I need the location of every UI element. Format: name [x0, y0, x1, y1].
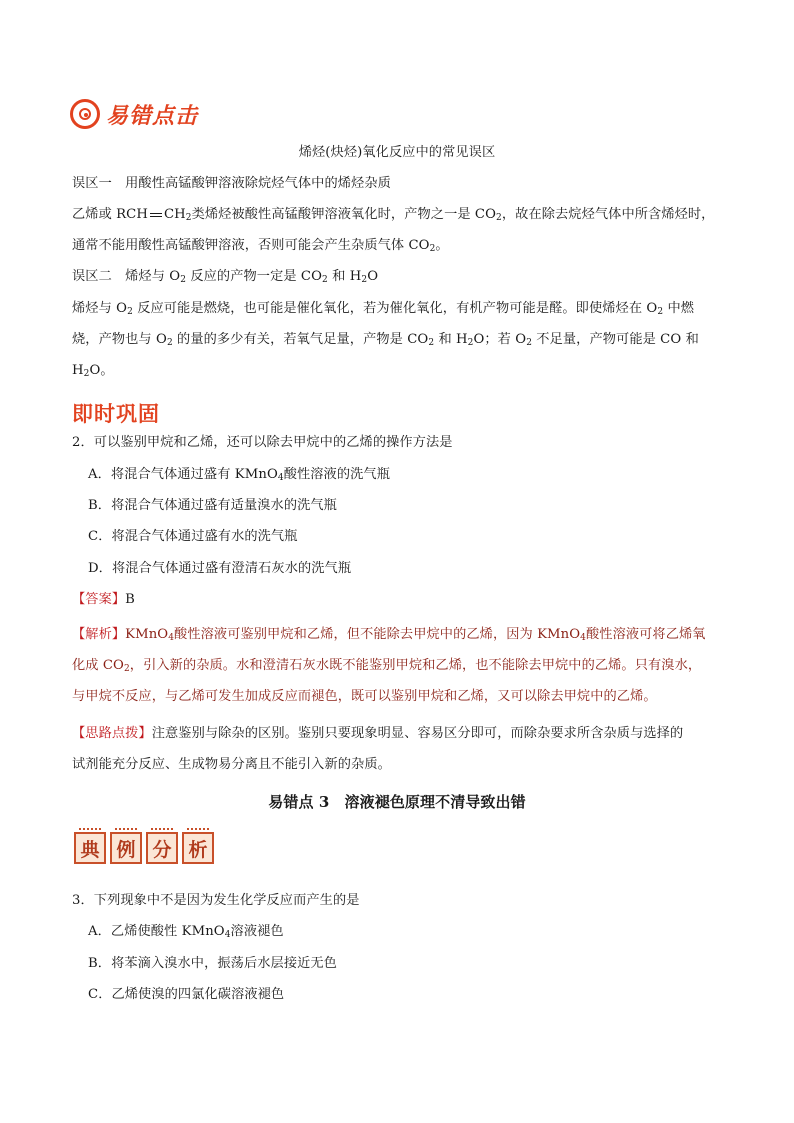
yicuo-badge-text: 易错点击: [106, 103, 199, 129]
q3-option-c: C．乙烯使溴的四氯化碳溶液褪色: [88, 987, 285, 1002]
q2-option-d: D．将混合气体通过盛有澄清石灰水的洗气瓶: [88, 561, 352, 576]
mistake1-line1: 乙烯或 RCH $CH_2$类烯烃被酸性高锰酸钾溶液氧化时，产物之一是 $CO_2$，故在除去烷烃气体中所含烯烃时，: [72, 207, 715, 223]
page-title: 烯烃(炔烃)氧化反应中的常见误区: [298, 145, 496, 160]
mistake2-heading: 误区二 烯烃与 $O_2$ 反应的产物一定是 $CO_2$ 和 $H_2O$: [72, 269, 379, 285]
jishi-badge: 即时巩固: [72, 402, 160, 426]
target-icon: [70, 99, 100, 129]
dianli-char-3: 分: [146, 832, 178, 864]
tip-line2: 试剂能充分反应、生成物易分离且不能引入新的杂质。: [72, 757, 391, 772]
tip-line1: 【思路点拨】注意鉴别与除杂的区别。鉴别只要现象明显、容易区分即可，而除杂要求所含杂质与选择的: [72, 726, 684, 741]
analysis-line2: 化成 $CO_2$，引入新的杂质。水和澄清石灰水既不能鉴别甲烷和乙烯，也不能除去甲烷中的乙烯。只有溴水，: [72, 658, 702, 674]
mistake1-heading: 误区一 用酸性高锰酸钾溶液除烷烃气体中的烯烃杂质: [72, 176, 391, 191]
q3-option-b: B．将苯滴入溴水中，振荡后水层接近无色: [88, 956, 337, 971]
mistake2-line1: 烯烃与 $O_2$ 反应可能是燃烧，也可能是催化氧化，若为催化氧化，有机产物可能是醛。即使烯烃在 $O_2$ 中燃: [72, 301, 695, 317]
dianli-badge: [74, 832, 214, 864]
q2-answer: 【答案】B: [72, 592, 135, 607]
q2-option-c: C．将混合气体通过盛有水的洗气瓶: [88, 529, 298, 544]
q3-option-a: A．乙烯使酸性 KMnO$_4$溶液褪色: [88, 924, 284, 940]
section3-heading: 易错点 3 溶液褪色原理不清导致出错: [268, 793, 526, 811]
analysis-line1: 【解析】KMnO$_4$酸性溶液可鉴别甲烷和乙烯，但不能除去甲烷中的乙烯，因为 KMnO$_4$酸性溶液可将乙烯氧: [72, 627, 706, 643]
dianli-char-4: 析: [182, 832, 214, 864]
yicuo-badge: [70, 98, 198, 130]
q3-stem: 3．下列现象中不是因为发生化学反应而产生的是: [72, 893, 360, 908]
dianli-char-1: 典: [74, 832, 106, 864]
mistake2-line2: 烧，产物也与 $O_2$ 的量的多少有关，若氧气足量，产物是 $CO_2$ 和 $H_2O$；若 $O_2$ 不足量，产物可能是 CO 和: [72, 332, 699, 348]
mistake2-line3: $H_2O$。: [72, 363, 114, 379]
q2-option-b: B．将混合气体通过盛有适量溴水的洗气瓶: [88, 498, 337, 513]
mistake1-line2: 通常不能用酸性高锰酸钾溶液，否则可能会产生杂质气体 $CO_2$。: [72, 238, 449, 254]
analysis-line3: 与甲烷不反应，与乙烯可发生加成反应而褪色，既可以鉴别甲烷和乙烯，又可以除去甲烷中的乙烯。: [72, 689, 657, 704]
q2-stem: 2．可以鉴别甲烷和乙烯，还可以除去甲烷中的乙烯的操作方法是: [72, 435, 453, 450]
q2-option-a: A．将混合气体通过盛有 KMnO$_4$酸性溶液的洗气瓶: [88, 467, 390, 483]
dianli-char-2: 例: [110, 832, 142, 864]
double-bond-icon: [150, 213, 162, 217]
